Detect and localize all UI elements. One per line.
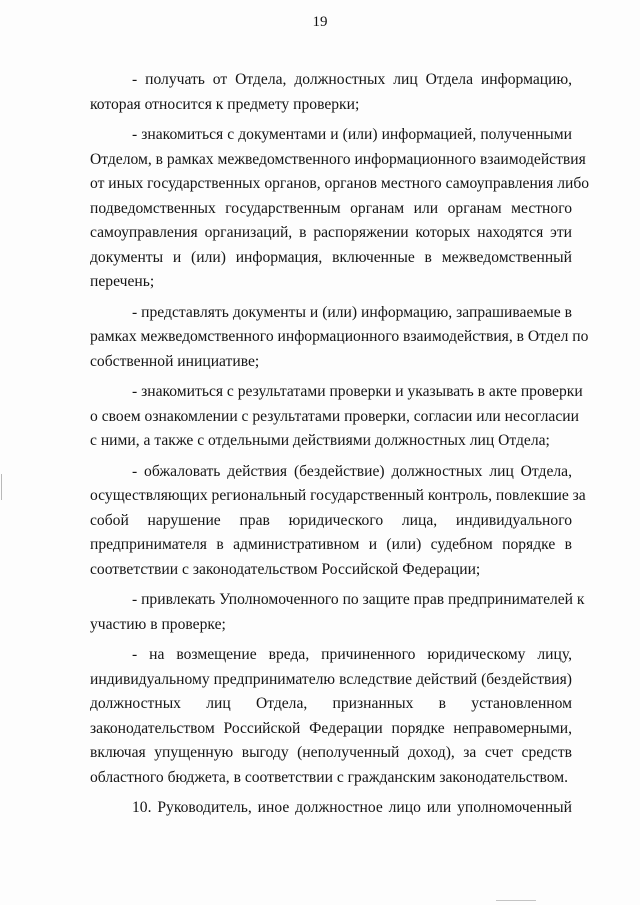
text-line: Отделом, в рамках межведомственного информационного взаимодействия [90,150,586,168]
text-line: собственной инициативе; [90,352,260,370]
text-line: - представлять документы и (или) информацию, запрашиваемые в [132,303,572,321]
paragraph-right-compensation [90,643,572,790]
text-line: которая относится к предмету проверки; [90,95,360,113]
paragraph-right-get-information [90,68,572,117]
text-line: законодательством Российской Федерации порядке неправомерными, [90,719,572,737]
text-line: 10. Руководитель, иное должностное лицо или уполномоченный [132,799,572,816]
left-margin-mark [1,474,2,500]
paragraph-item-10 [90,796,572,821]
text-line: предпринимателя в административном и (или) судебном порядке в [90,536,572,553]
text-line: осуществляющих региональный государственный контроль, повлекшие за [90,487,586,504]
page-number: 19 [312,14,328,30]
text-line: - на возмещение вреда, причиненного юридическому лицу, [132,646,572,663]
text-line: перечень; [90,273,155,290]
text-line: участию в проверке; [90,615,226,633]
text-line: - знакомиться с результатами проверки и указывать в акте проверки [132,383,583,400]
paragraph-right-appeal-actions [90,460,586,583]
text-line: - получать от Отдела, должностных лиц Отдела информацию, [132,71,572,88]
document-body [90,68,590,827]
paragraph-right-review-documents [90,123,590,295]
paragraph-right-submit-documents [90,301,589,375]
text-line: о своем ознакомлении с результатами проверки, согласии или несогласии [90,407,579,425]
text-line: областного бюджета, в соответствии с гражданским законодательством. [90,768,569,786]
text-line: с ними, а также с отдельными действиями должностных лиц Отдела; [90,432,550,449]
bottom-margin-mark [496,900,536,901]
text-line: от иных государственных органов, органов местного самоуправления либо [90,175,590,192]
text-line: собой нарушение прав юридического лица, индивидуального [90,511,572,529]
paragraph-right-review-results [90,380,583,454]
text-line: - привлекать Уполномоченного по защите прав предпринимателей к [132,591,585,608]
text-line: рамках межведомственного информационного взаимодействия, в Отдел по [90,328,589,345]
text-line: должностных лиц Отдела, признанных в установленном [90,695,572,712]
text-line: соответствии с законодательством Российской Федерации; [90,560,481,578]
text-line: включая упущенную выгоду (неполученный доход), за счет средств [90,744,572,761]
text-line: подведомственных государственным органам или органам местного [90,199,572,217]
text-line: документы и (или) информация, включенные в межведомственный [90,248,572,266]
paragraph-right-involve-ombudsman [90,588,585,637]
text-line: - знакомиться с документами и (или) информацией, полученными [132,126,572,143]
text-line: - обжаловать действия (бездействие) должностных лиц Отдела, [132,462,572,480]
text-line: индивидуальному предпринимателю вследствие действий (бездействия) [90,670,572,688]
text-line: самоуправления организаций, в распоряжении которых находятся эти [90,224,572,241]
